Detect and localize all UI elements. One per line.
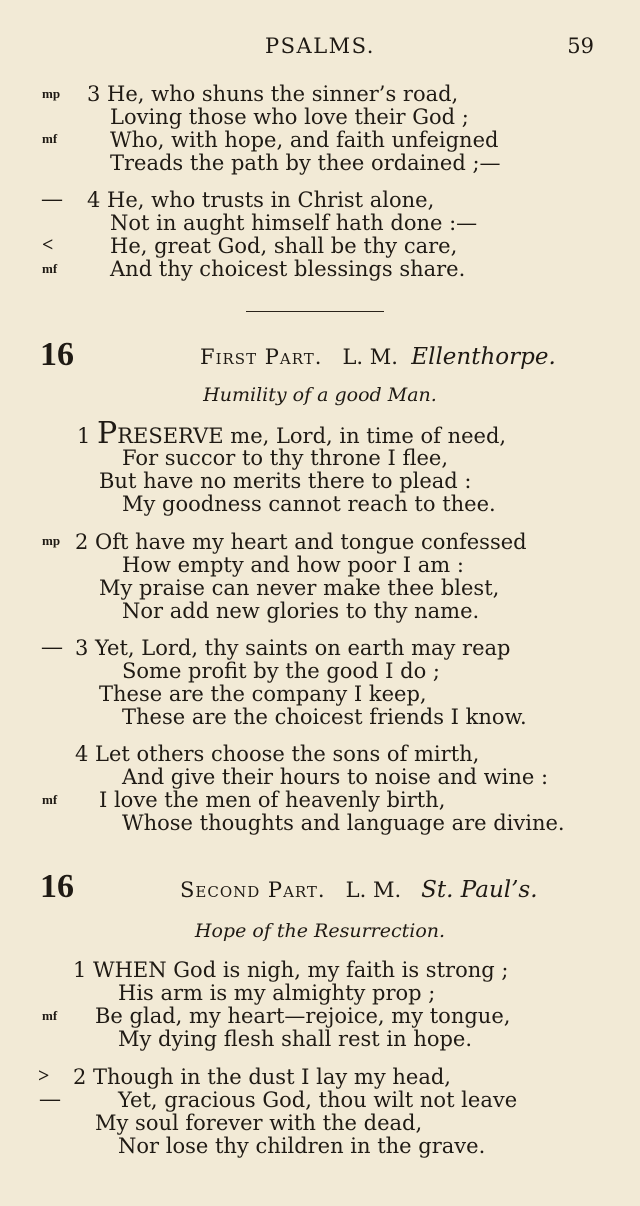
verse-line: Whose thoughts and language are divine. (122, 811, 565, 835)
meter-label: L. M. (345, 878, 402, 902)
meter-label: L. M. (342, 345, 398, 369)
drop-cap: P (97, 416, 118, 451)
verse-line: 3 He, who shuns the sinner’s road, (87, 82, 459, 106)
dynamic-mark-mp: mp (42, 86, 61, 101)
verse-line: Nor lose thy children in the grave. (118, 1134, 486, 1158)
part-heading (200, 344, 556, 370)
page-number: 59 (567, 34, 594, 58)
verse-line: And give their hours to noise and wine : (122, 765, 549, 789)
verse-number: 4 (75, 742, 89, 766)
section-divider (246, 311, 384, 312)
tune-name: St. Paul’s. (421, 877, 538, 903)
verse-line: Some profit by the good I do ; (122, 659, 440, 683)
dynamic-mark-crescendo: < (42, 234, 54, 256)
psalm-number: 16 (40, 336, 74, 373)
verse-line: My praise can never make thee blest, (99, 576, 500, 600)
dynamic-mark-dash: — (42, 188, 62, 210)
verse-number: 2 (73, 1065, 87, 1089)
verse-number: 1 (73, 958, 87, 982)
verse-line: He, great God, shall be thy care, (110, 234, 458, 258)
dynamic-mark-mf: mf (42, 131, 58, 146)
verse-line: My dying flesh shall rest in hope. (118, 1027, 473, 1051)
verse-line: How empty and how poor I am : (122, 553, 464, 577)
verse-line: 2 Though in the dust I lay my head, (73, 1065, 451, 1089)
verse-line: His arm is my almighty prop ; (118, 981, 436, 1005)
verse-line: Loving those who love their God ; (110, 105, 469, 129)
verse-line: And thy choicest blessings share. (110, 257, 466, 281)
verse-line: Who, with hope, and faith unfeigned (110, 128, 499, 152)
verse-line: Treads the path by thee ordained ;— (110, 151, 501, 175)
verse-line: For succor to thy throne I flee, (122, 446, 449, 470)
dynamic-mark-decrescendo: > (38, 1065, 50, 1087)
verse-number: 1 (77, 424, 91, 448)
psalm-subtitle: Hope of the Resurrection. (194, 920, 446, 942)
verse-line: But have no merits there to plead : (99, 469, 472, 493)
verse-line: Not in aught himself hath done :— (110, 211, 478, 235)
dynamic-mark-dash: — (42, 636, 62, 658)
verse-line: 3 Yet, Lord, thy saints on earth may reap (75, 636, 511, 660)
part-heading (180, 877, 538, 903)
verse-line: 4 He, who trusts in Christ alone, (87, 188, 435, 212)
verse-line: These are the company I keep, (99, 682, 427, 706)
verse-line: Be glad, my heart—rejoice, my tongue, (95, 1004, 511, 1028)
verse-number: 3 (75, 636, 89, 660)
running-title: PSALMS. (265, 34, 375, 58)
verse-line: 1 WHEN God is nigh, my faith is strong ; (73, 958, 509, 982)
psalm-subtitle: Humility of a good Man. (203, 384, 437, 406)
dynamic-mark-mf: mf (42, 261, 58, 276)
part-label: First Part. (200, 345, 323, 369)
dynamic-mark-mp: mp (42, 533, 61, 548)
verse-line: These are the choicest friends I know. (122, 705, 527, 729)
verse-line: Yet, gracious God, thou wilt not leave (118, 1088, 518, 1112)
tune-name: Ellenthorpe. (411, 344, 556, 370)
verse-line: 1 PRESERVE me, Lord, in time of need, (77, 416, 507, 451)
verse-line: 4 Let others choose the sons of mirth, (75, 742, 480, 766)
verse-line: My soul forever with the dead, (95, 1111, 423, 1135)
verse-number: 4 (87, 188, 101, 212)
verse-line: My goodness cannot reach to thee. (122, 492, 496, 516)
verse-number: 2 (75, 530, 89, 554)
verse-line: I love the men of heavenly birth, (99, 788, 446, 812)
page-header (0, 34, 640, 64)
psalm-number: 16 (40, 868, 74, 905)
part-label: Second Part. (180, 878, 326, 902)
verse-line: 2 Oft have my heart and tongue confessed (75, 530, 527, 554)
verse-number: 3 (87, 82, 101, 106)
dynamic-mark-mf: mf (42, 792, 58, 807)
dynamic-mark-mf: mf (42, 1008, 58, 1023)
verse-line: Nor add new glories to thy name. (122, 599, 480, 623)
dynamic-mark-dash: — (40, 1088, 60, 1110)
